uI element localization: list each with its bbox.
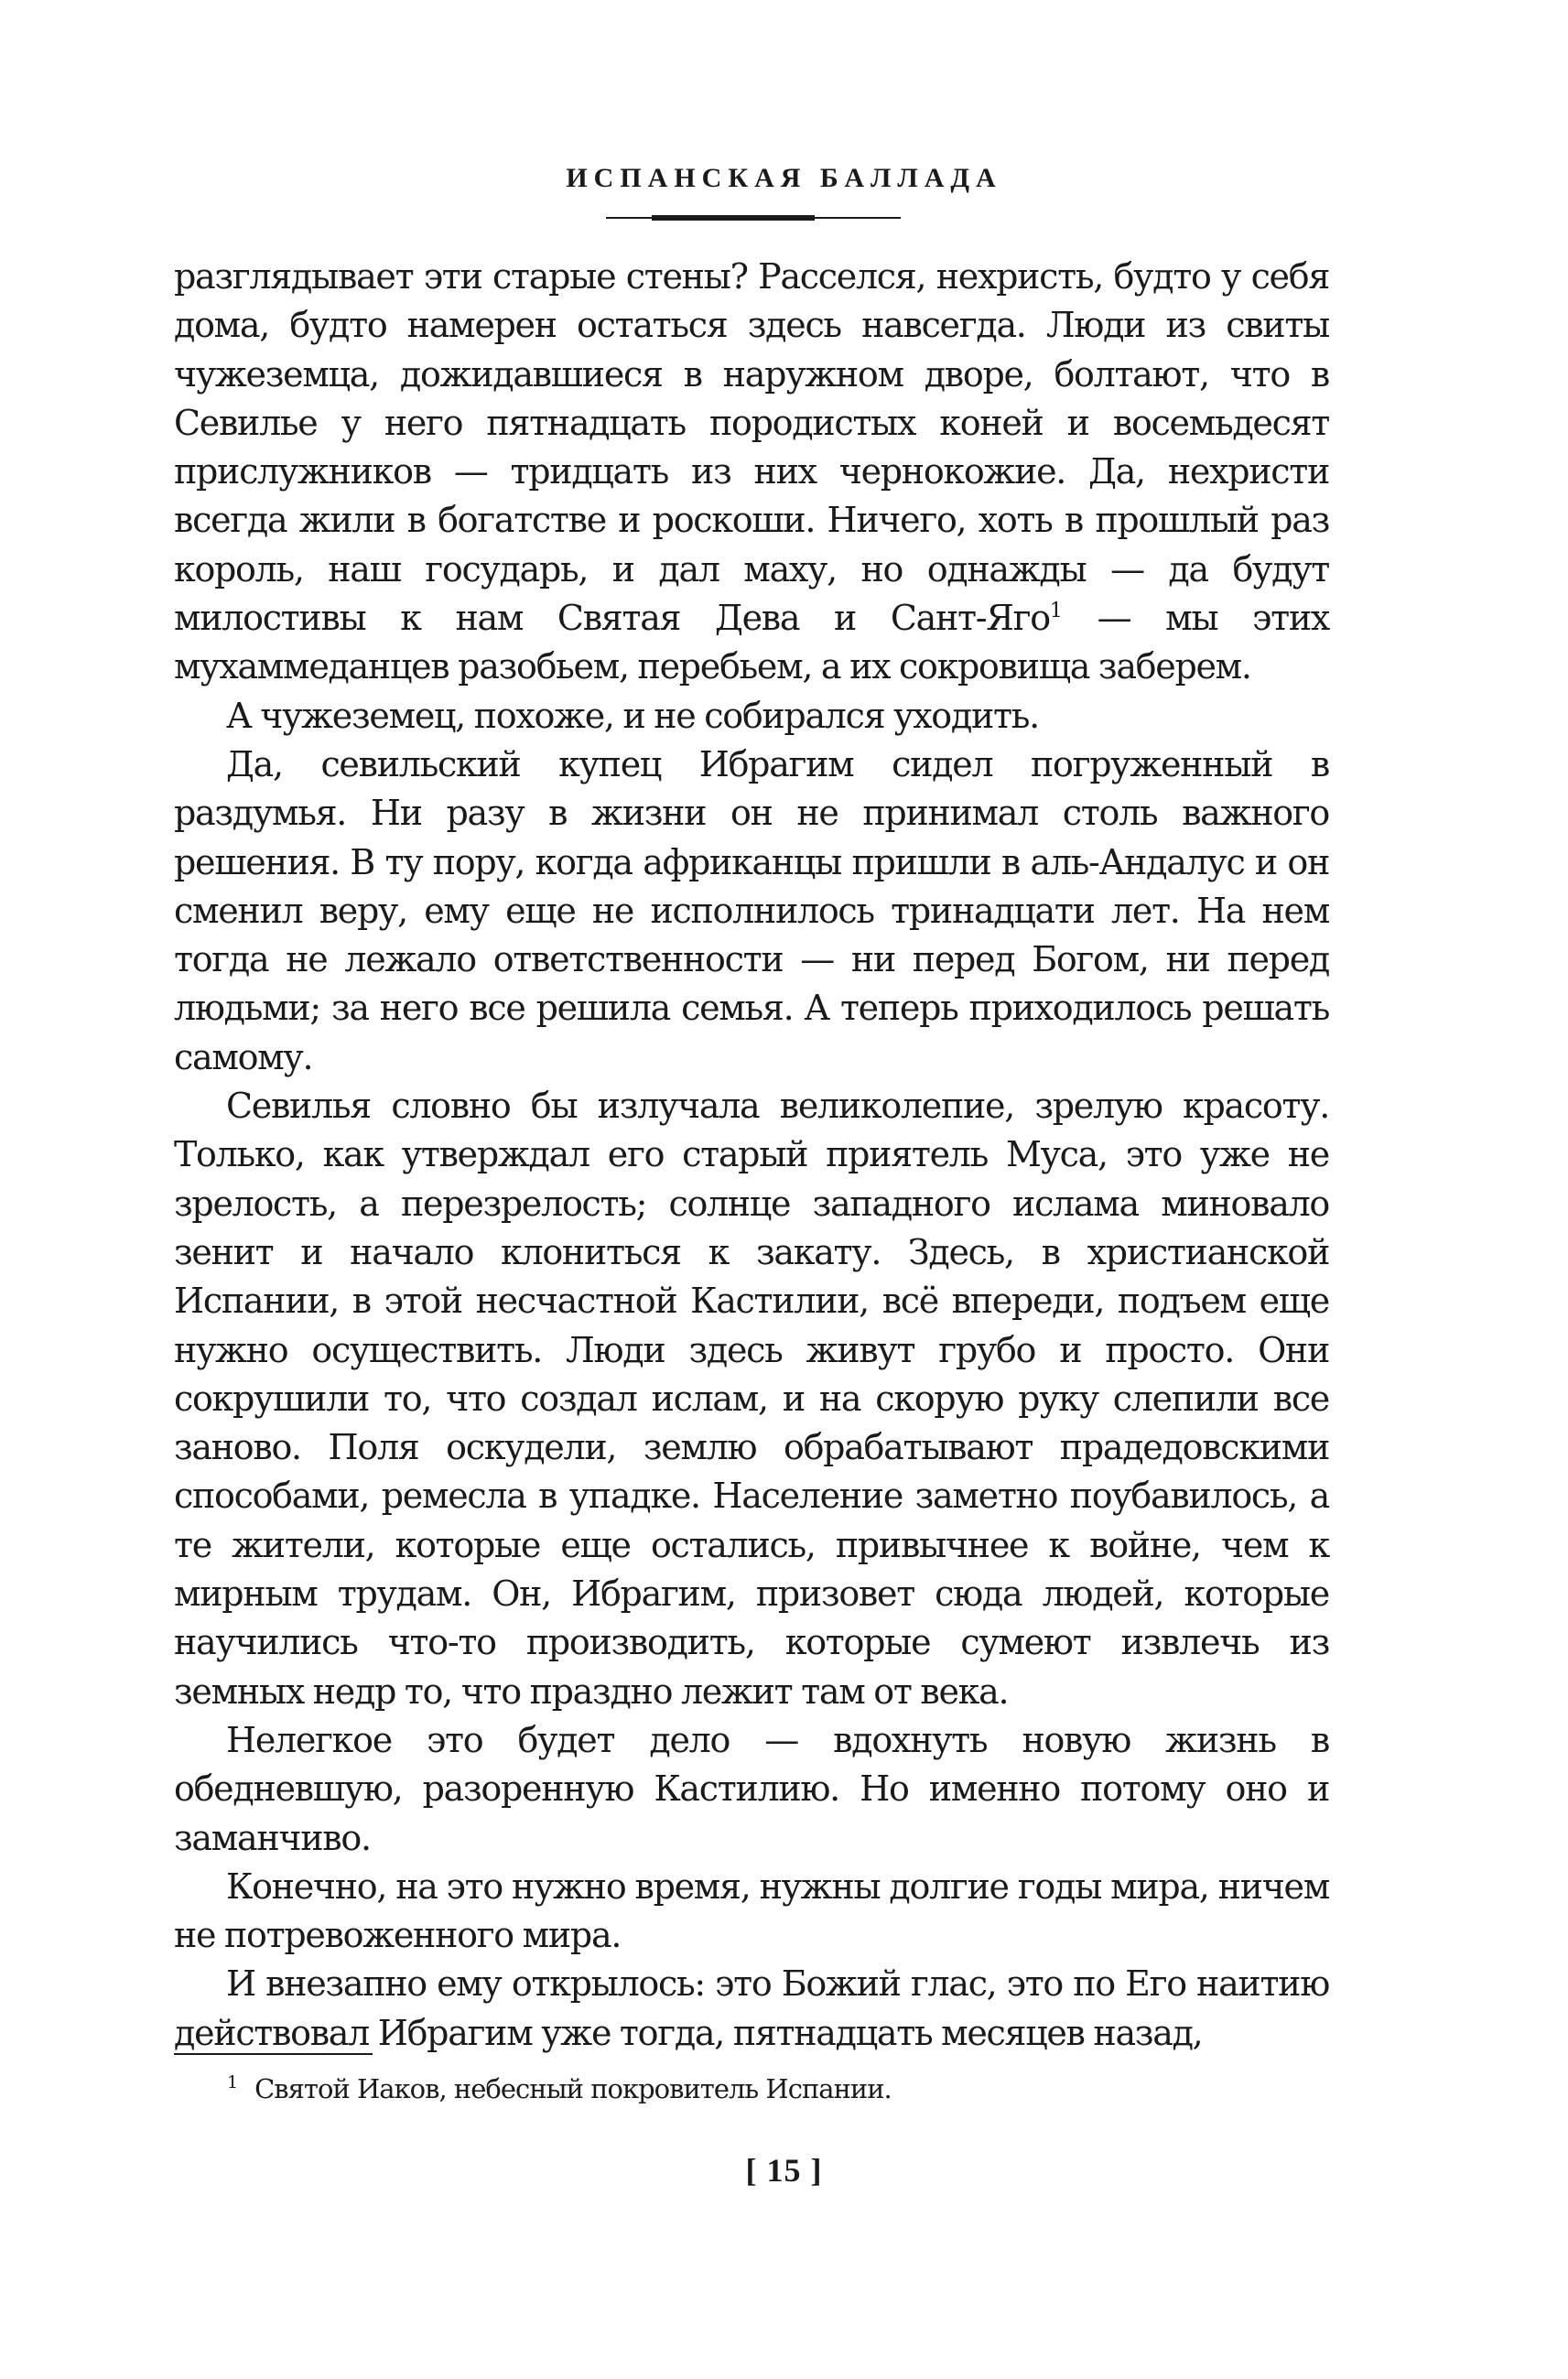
footnote-number: 1 [227,2072,239,2092]
paragraph-2: А чужеземец, похоже, и не собирался уходить. [226,695,1039,736]
paragraph-3: Да, севильский купец Ибрагим сидел погруженный в раздумья. Ни разу в жизни он не принимал столь важного решения. В ту пору, когда африканцы пришли в аль-Андалус и он сменил веру, ему еще не исполнилось тринадцати лет. На нем тогда не лежало ответственности — ни перед Богом, ни перед людьми; за него все решила семья. А теперь приходилось решать самому. [174,743,1329,1077]
paragraph-1 [174,253,1329,692]
paragraph-1-text: разглядывает эти старые стены? Расселся, нехристь, будто у себя дома, будто намерен остаться здесь навсегда. Люди из свиты чужеземца, дожидавшиеся в наружном дворе, болтают, что в Севилье у него пятнадцать породистых коней и восемьдесят прислужников — тридцать из них чернокожие. Да, нехристи всегда жили в богатстве и роскоши. Ничего, хоть в прошлый раз король, наш государь, и дал маху, но однажды — да будут милостивы к нам Святая Дева и Сант-Яго [174,256,1329,639]
footnote-rule [174,2053,373,2055]
body-text [174,253,1329,2058]
footnote-reference[interactable]: 1 [1049,600,1063,623]
header-rule-accent [652,215,815,221]
footnote-text: Святой Иаков, небесный покровитель Испании. [254,2073,892,2104]
paragraph-1-text-end: — мы этих мухаммеданцев разобьем, перебьем, а их сокровища заберем. [174,598,1329,687]
paragraph-5: Нелегкое это будет дело — вдохнуть новую жизнь в обедневшую, разоренную Кастилию. Но именно потому оно и заманчиво. [174,1719,1329,1858]
paragraph-4: Севилья словно бы излучала великолепие, зрелую красоту. Только, как утверждал его старый приятель Муса, это уже не зрелость, а перезрелость; солнце западного ислама миновало зенит и начало клониться к закату. Здесь, в христианской Испании, в этой несчастной Кастилии, всё впереди, подъем еще нужно осуществить. Люди здесь живут грубо и просто. Они сокрушили то, что создал ислам, и на скорую руку слепили все заново. Поля оскудели, землю обрабатывают прадедовскими способами, ремесла в упадке. Население заметно поубавилось, а те жители, которые еще остались, привычнее к войне, чем к мирным трудам. Он, Ибрагим, призовет сюда людей, которые научились что-то производить, которые сумеют извлечь из земных недр то, что праздно лежит там от века. [174,1086,1329,1712]
paragraph-6: Конечно, на это нужно время, нужны долгие годы мира, ничем не потревоженного мира. [174,1865,1329,1956]
page-number: [ 15 ] [745,2152,823,2189]
running-title: ИСПАНСКАЯ БАЛЛАДА [566,163,1002,193]
footnote [227,2071,1280,2107]
paragraph-7: И внезапно ему открылось: это Божий глас, это по Его наитию действовал Ибрагим уже тогда, пятнадцать месяцев назад, [174,1963,1329,2053]
